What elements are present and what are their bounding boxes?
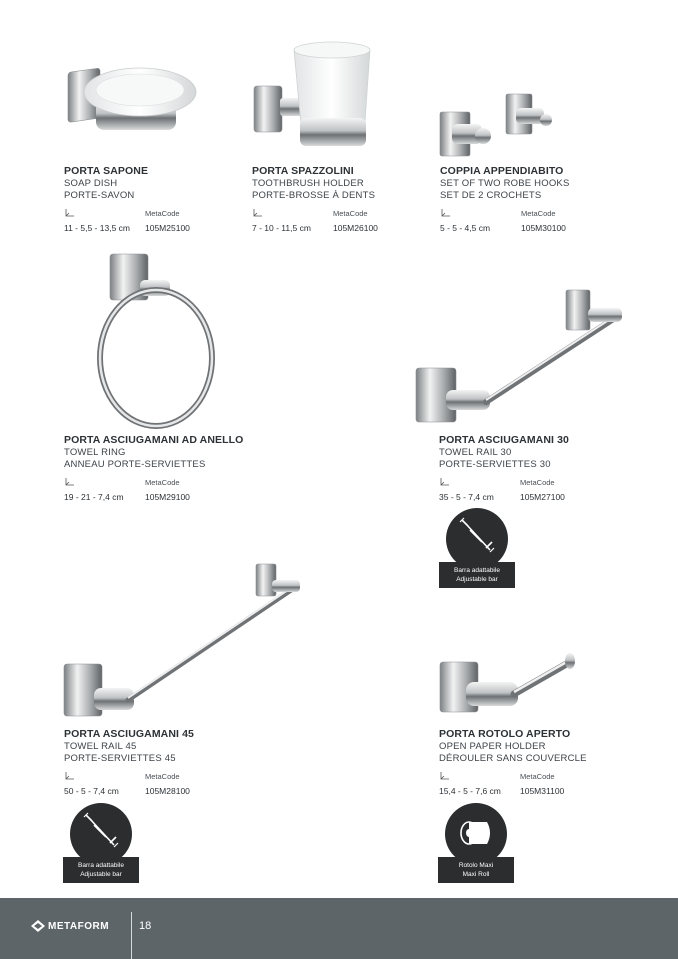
metacode-label: MetaCode xyxy=(145,772,180,781)
metacode-label: MetaCode xyxy=(145,478,180,487)
product-subtitle-fr: DÉROULER SANS COUVERCLE xyxy=(439,753,587,764)
product-subtitle-en: OPEN PAPER HOLDER xyxy=(439,741,546,752)
adjustable-bar-badge-45 xyxy=(63,803,139,878)
product-title: PORTA ASCIUGAMANI 30 xyxy=(439,434,569,446)
product-title: PORTA ROTOLO APERTO xyxy=(439,728,571,740)
dimensions-icon xyxy=(64,208,76,218)
page-number: 18 xyxy=(139,920,152,932)
product-title: PORTA SPAZZOLINI xyxy=(252,165,354,177)
product-subtitle-en: TOOTHBRUSH HOLDER xyxy=(252,178,364,189)
product-robe-hooks xyxy=(440,165,630,236)
badge-line-2: Maxi Roll xyxy=(462,871,490,878)
product-subtitle-fr: PORTE-SAVON xyxy=(64,190,135,201)
dimensions-icon xyxy=(440,208,452,218)
maxi-roll-badge xyxy=(438,803,514,878)
brand-name: METAFORM xyxy=(48,921,110,932)
toilet-roll-icon xyxy=(445,803,507,865)
product-subtitle-en: TOWEL RAIL 45 xyxy=(64,741,137,752)
badge-line-2: Adjustable bar xyxy=(456,576,498,583)
product-code: 105M31100 xyxy=(520,786,565,796)
towel-rail-45-image xyxy=(64,564,300,716)
product-subtitle-en: SET OF TWO ROBE HOOKS xyxy=(440,178,570,189)
badge-line-1: Rotolo Maxi xyxy=(458,862,494,869)
dimensions-icon xyxy=(439,477,451,487)
dimensions-icon xyxy=(64,771,76,781)
product-code: 105M28100 xyxy=(145,786,190,796)
product-dimensions: 11 - 5,5 - 13,5 cm xyxy=(64,223,130,233)
badge-line-2: Adjustable bar xyxy=(80,871,122,878)
product-dimensions: 35 - 5 - 7,4 cm xyxy=(439,492,494,502)
robe-hooks-image xyxy=(440,94,552,156)
toothbrush-holder-image xyxy=(254,42,370,146)
metacode-label: MetaCode xyxy=(520,772,555,781)
product-code: 105M29100 xyxy=(145,492,190,502)
badge-line-1: Barra adattabile xyxy=(454,567,500,574)
soap-dish-image xyxy=(68,68,196,130)
product-dimensions: 15,4 - 5 - 7,6 cm xyxy=(439,786,501,796)
product-towel-rail-30 xyxy=(439,434,629,505)
product-dimensions: 50 - 5 - 7,4 cm xyxy=(64,786,119,796)
metacode-label: MetaCode xyxy=(145,209,180,218)
product-code: 105M27100 xyxy=(520,492,565,502)
product-dimensions: 5 - 5 - 4,5 cm xyxy=(440,223,491,233)
product-subtitle-fr: PORTE-BROSSE À DENTS xyxy=(252,190,376,201)
towel-rail-30-image xyxy=(416,290,622,422)
product-subtitle-fr: SET DE 2 CROCHETS xyxy=(440,190,542,201)
metacode-label: MetaCode xyxy=(520,478,555,487)
product-paper-holder xyxy=(439,728,629,799)
product-subtitle-en: TOWEL RAIL 30 xyxy=(439,447,512,458)
product-title: COPPIA APPENDIABITO xyxy=(440,165,564,177)
adjustable-bar-icon xyxy=(446,508,508,570)
product-subtitle-fr: ANNEAU PORTE-SERVIETTES xyxy=(64,459,206,470)
product-dimensions: 7 - 10 - 11,5 cm xyxy=(252,223,311,233)
towel-ring-image xyxy=(100,254,212,426)
product-title: PORTA ASCIUGAMANI 45 xyxy=(64,728,194,740)
product-code: 105M25100 xyxy=(145,223,190,233)
product-subtitle-fr: PORTE-SERVIETTES 30 xyxy=(439,459,551,470)
product-title: PORTA ASCIUGAMANI AD ANELLO xyxy=(64,434,244,446)
product-subtitle-fr: PORTE-SERVIETTES 45 xyxy=(64,753,176,764)
product-dimensions: 19 - 21 - 7,4 cm xyxy=(64,492,124,502)
product-code: 105M30100 xyxy=(521,223,566,233)
product-towel-rail-45 xyxy=(64,728,254,799)
metacode-label: MetaCode xyxy=(521,209,556,218)
footer-divider xyxy=(131,912,132,959)
paper-holder-image xyxy=(440,653,575,712)
product-subtitle-en: TOWEL RING xyxy=(64,447,126,458)
product-toothbrush-holder xyxy=(252,165,442,236)
page-footer xyxy=(0,898,678,959)
adjustable-bar-badge-30 xyxy=(439,508,515,583)
metacode-label: MetaCode xyxy=(333,209,368,218)
dimensions-icon xyxy=(252,208,264,218)
dimensions-icon xyxy=(64,477,76,487)
product-title: PORTA SAPONE xyxy=(64,165,149,177)
adjustable-bar-icon xyxy=(70,803,132,865)
metaform-logo-icon xyxy=(30,919,46,933)
product-towel-ring xyxy=(64,434,254,505)
badge-line-1: Barra adattabile xyxy=(78,862,124,869)
dimensions-icon xyxy=(439,771,451,781)
product-subtitle-en: SOAP DISH xyxy=(64,178,118,189)
product-soap-dish xyxy=(64,165,254,236)
product-code: 105M26100 xyxy=(333,223,378,233)
